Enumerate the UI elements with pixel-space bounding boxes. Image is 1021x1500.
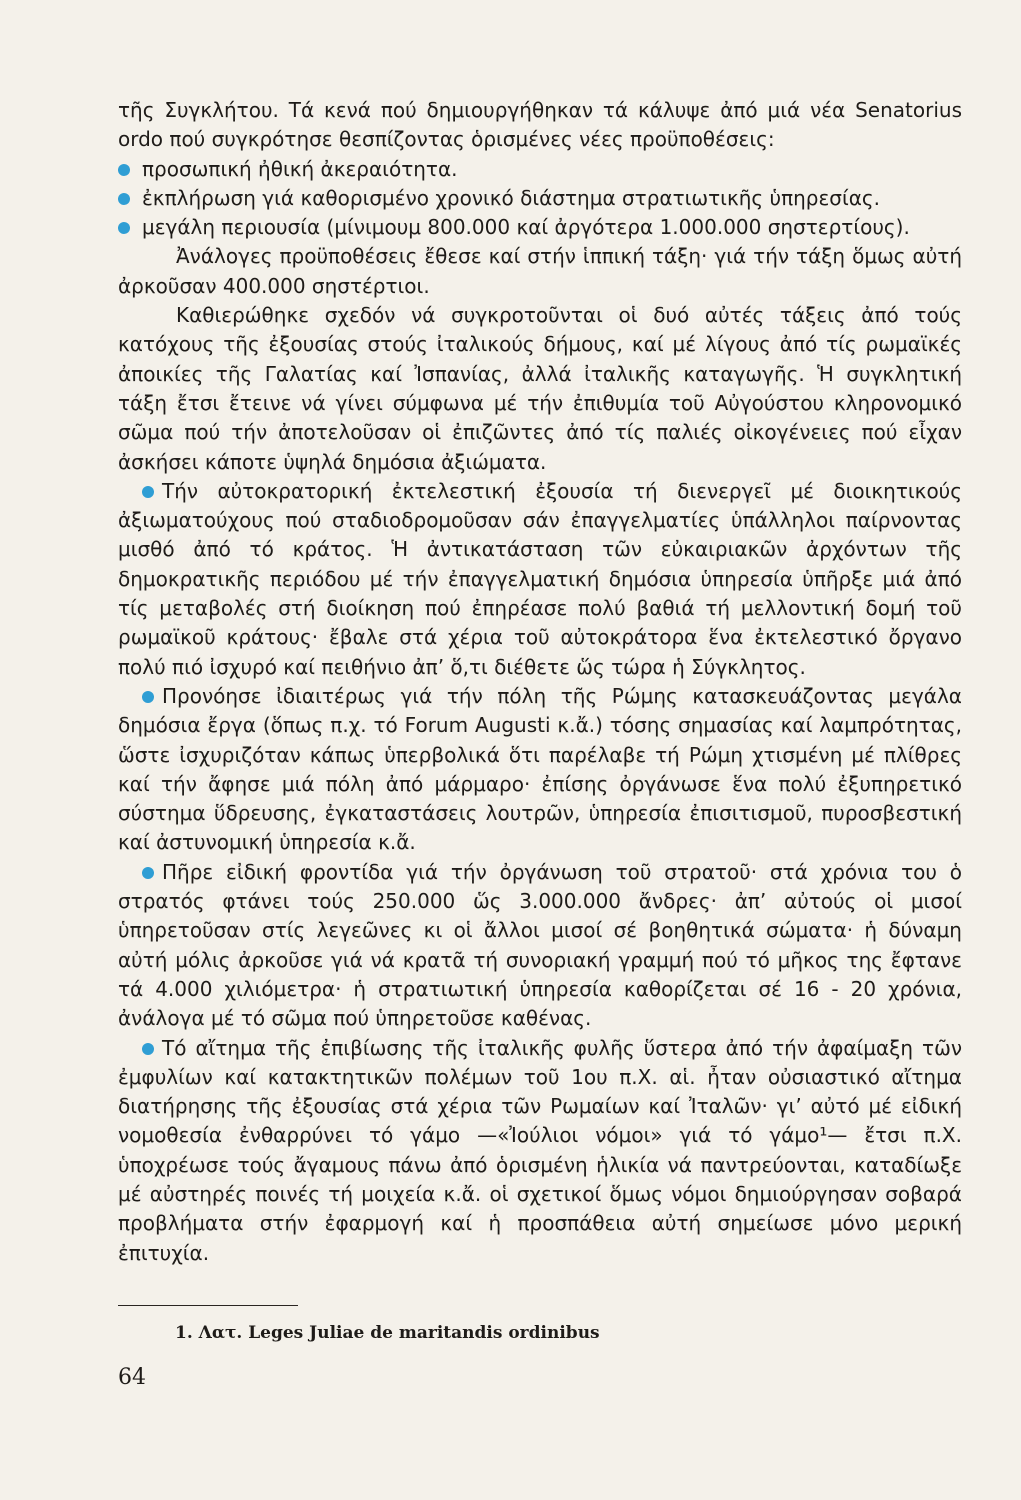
paragraph-text: Τό αἴτημα τῆς ἐπιβίωσης τῆς ἰταλικῆς φυλῆς ὕστερα ἀπό τήν ἀφαίμαξη τῶν ἐμφυλίων καί κατακτητικῶν πολέμων τοῦ 1ου π.Χ. αἱ. ἦταν οὐσιαστικό αἴτημα διατήρησης τῆς ἐξουσίας στά χέρια τῶν Ρωμαίων καί Ἰταλῶν· γι’ αὐτό μέ εἰδική νομοθεσία ἐνθαρρύνει τό γάμο —«Ἰούλιοι νόμοι» γιά τό γάμο¹— ἔτσι π.Χ. ὑποχρέωσε τούς ἄγαμους πάνω ἀπό ὁρισμένη ἡλικία νά παντρεύονται, καταδίωξε μέ αὐστηρές ποινές τή μοιχεία κ.ἄ. οἱ σχετικοί ὅμως νόμοι δημιούργησαν σοβαρά προβλήματα στήν ἐφαρμογή καί ἡ προσπάθεια αὐτή σημείωσε μόνο μερική ἐπιτυχία. bbox=[118, 1035, 962, 1265]
list-item bbox=[118, 213, 962, 242]
paragraph-social-classes: Καθιερώθηκε σχεδόν νά συγκροτοῦνται οἱ δυό αὐτές τάξεις ἀπό τούς κατόχους τῆς ἐξουσίας στούς ἰταλικούς δήμους, καί μέ λίγους ἀπό τίς ρωμαϊκές ἀποικίες τῆς Γαλατίας καί Ἰσπανίας, ἀλλά ἰταλικῆς καταγωγῆς. Ἡ συγκλητική τάξη ἔτσι ἔτεινε νά γίνει σύμφωνα μέ τήν ἐπιθυμία τοῦ Αὐγούστου κληρονομικό σῶμα πού τήν ἀποτελοῦσαν οἱ ἐπιζῶντες ἀπό τίς παλιές οἰκογένειες πού εἶχαν ἀσκήσει κάποτε ὑψηλά δημόσια ἀξιώματα. bbox=[118, 303, 962, 474]
bullet-icon bbox=[142, 486, 154, 498]
bullet-icon bbox=[118, 193, 130, 205]
bullet-icon bbox=[142, 867, 154, 879]
paragraph-rome-works bbox=[118, 682, 962, 858]
bullet-icon bbox=[118, 222, 130, 234]
bullet-icon bbox=[118, 164, 130, 176]
list-item bbox=[118, 184, 962, 213]
list-item bbox=[118, 155, 962, 184]
paragraph-text: Προνόησε ἰδιαιτέρως γιά τήν πόλη τῆς Ρώμης κατασκευάζοντας μεγάλα δημόσια ἔργα (ὅπως π.χ. τό Forum Augusti κ.ἄ.) τόσης σημασίας καί λαμπρότητας, ὥστε ἰσχυριζόταν κάπως ὑπερβολικά ὅτι παρέλαβε τή Ρώμη χτισμένη μέ πλίθρες καί τήν ἄφησε μιά πόλη ἀπό μάρμαρο· ἐπίσης ὀργάνωσε ἕνα πολύ ἐξυπηρετικό σύστημα ὕδρευσης, ἐγκαταστάσεις λουτρῶν, ὑπηρεσία ἐπισιτισμοῦ, πυροσβεστική καί ἀστυνομική ὑπηρεσία κ.ἄ. bbox=[118, 683, 962, 855]
requirements-list bbox=[118, 155, 962, 243]
main-text bbox=[118, 96, 962, 1268]
paragraph-equestrian-order: Ἀνάλογες προϋποθέσεις ἔθεσε καί στήν ἱππική τάξη· γιά τήν τάξη ὅμως αὐτή ἀρκοῦσαν 400.000 σηστέρτιοι. bbox=[118, 244, 962, 298]
list-item-text: προσωπική ἠθική ἀκεραιότητα. bbox=[142, 156, 458, 181]
paragraph-army bbox=[118, 858, 962, 1034]
paragraph-senatorius-ordo: τῆς Συγκλήτου. Τά κενά πού δημιουργήθηκαν τά κάλυψε ἀπό μιά νέα Senatorius ordo πού συγκρότησε θεσπίζοντας ὁρισμένες νέες προϋποθέσεις: bbox=[118, 98, 962, 152]
footnote: 1. Λατ. Leges Juliae de maritandis ordinibus bbox=[175, 1323, 600, 1343]
bullet-icon bbox=[142, 691, 154, 703]
paragraph-text: Πῆρε εἰδική φροντίδα γιά τήν ὀργάνωση τοῦ στρατοῦ· στά χρόνια του ὁ στρατός φτάνει τούς 250.000 ὥς 3.000.000 ἄνδρες· ἀπ’ αὐτούς οἱ μισοί ὑπηρετοῦσαν στίς λεγεῶνες κι οἱ ἄλλοι μισοί σέ βοηθητικά σώματα· ἡ δύναμη αὐτή μόλις ἀρκοῦσε γιά νά κρατᾶ τή συνοριακή γραμμή πού τό μῆκος της ἔφτανε τά 4.000 χιλιόμετρα· ἡ στρατιωτική ὑπηρεσία καθορίζεται σέ 16 - 20 χρόνια, ἀνάλογα μέ τό σῶμα πού ὑπηρετοῦσε καθένας. bbox=[118, 859, 962, 1031]
paragraph-marriage-laws bbox=[118, 1034, 962, 1268]
page-number: 64 bbox=[118, 1365, 146, 1390]
paragraph-administration bbox=[118, 477, 962, 682]
list-item-text: μεγάλη περιουσία (μίνιμουμ 800.000 καί ἀργότερα 1.000.000 σηστερτίους). bbox=[142, 215, 910, 240]
footnote-divider bbox=[118, 1305, 298, 1306]
bullet-icon bbox=[142, 1043, 154, 1055]
list-item-text: ἐκπλήρωση γιά καθορισμένο χρονικό διάστημα στρατιωτικῆς ὑπηρεσίας. bbox=[142, 185, 881, 210]
paragraph-text: Τήν αὐτοκρατορική ἐκτελεστική ἐξουσία τή διενεργεῖ μέ διοικητικούς ἀξιωματούχους πού σταδιοδρομοῦσαν σάν ἐπαγγελματίες ὑπάλληλοι παίρνοντας μισθό ἀπό τό κράτος. Ἡ ἀντικατάσταση τῶν εὐκαιριακῶν ἀρχόντων τῆς δημοκρατικῆς περιόδου μέ τήν ἐπαγγελματική δημόσια ὑπηρεσία ὑπῆρξε μιά ἀπό τίς μεταβολές στή διοίκηση πού ἐπηρέασε πολύ βαθιά τή μελλοντική δομή τοῦ ρωμαϊκοῦ κράτους· ἔβαλε στά χέρια τοῦ αὐτοκράτορα ἕνα ἐκτελεστικό ὄργανο πολύ πιό ἰσχυρό καί πειθήνιο ἀπ’ ὅ,τι διέθετε ὥς τώρα ἡ Σύγκλητος. bbox=[118, 478, 962, 679]
